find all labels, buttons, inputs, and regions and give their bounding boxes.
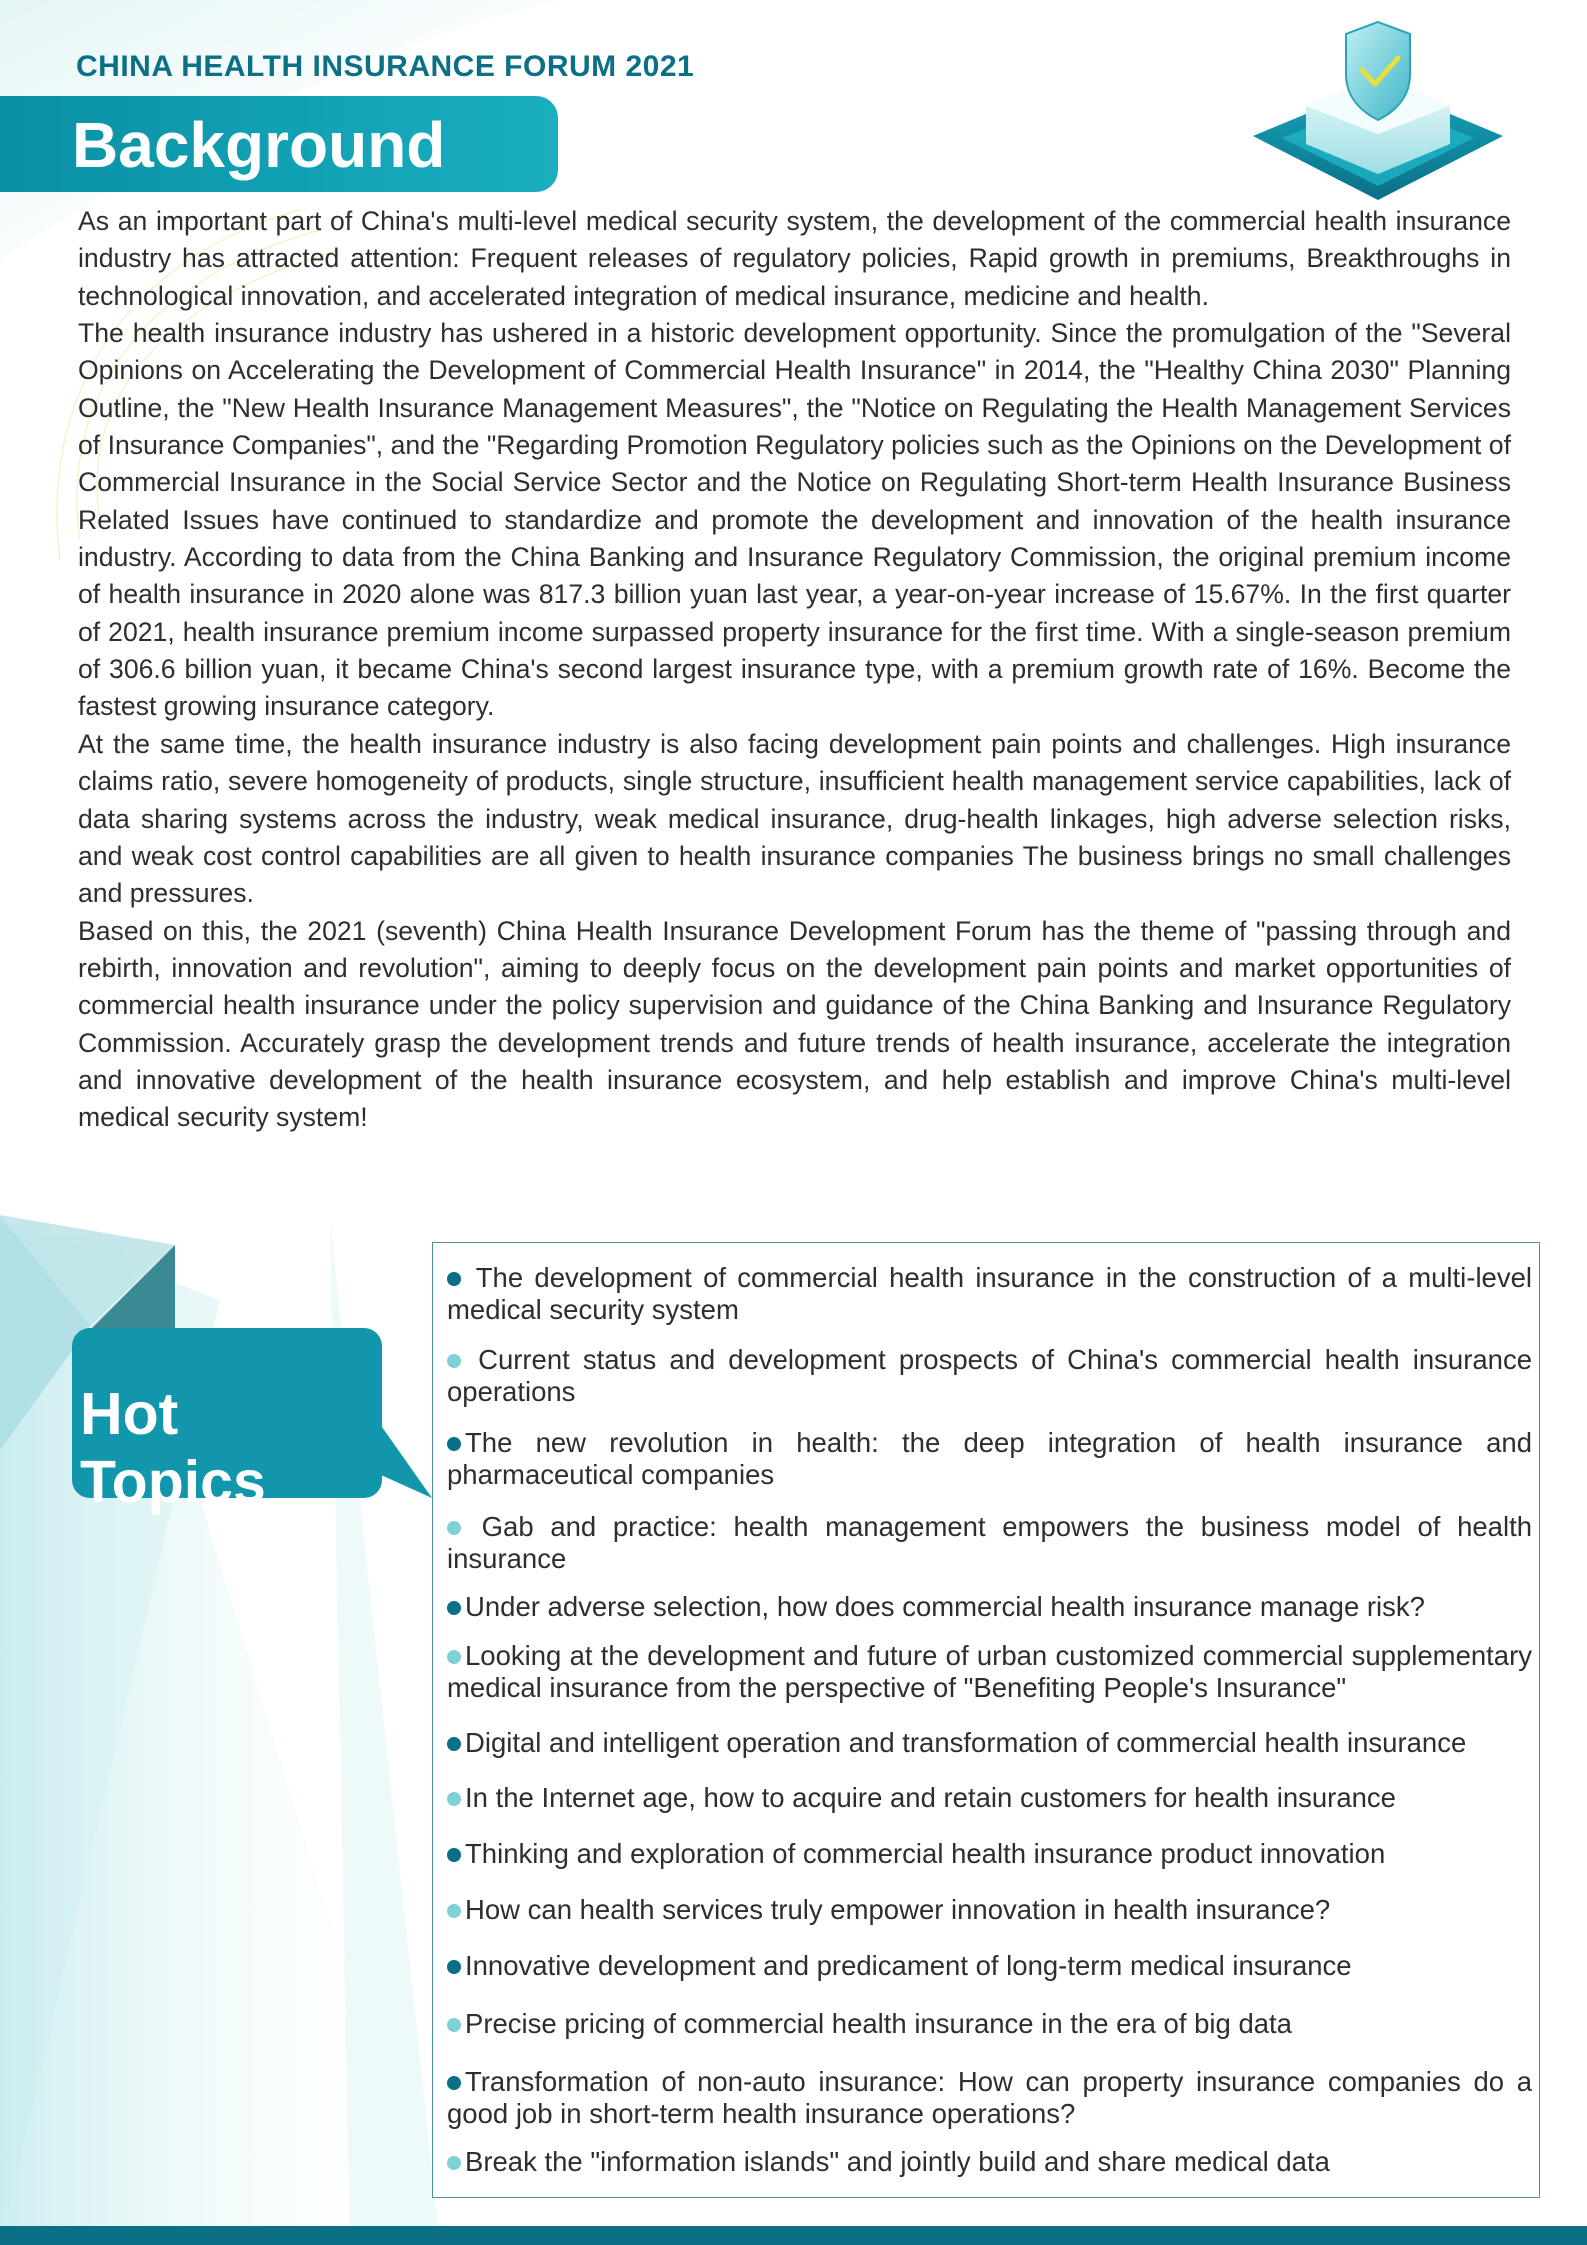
topic-text: The development of commercial health insurance in the construction of a multi-level medical security system xyxy=(447,1262,1532,1325)
topic-text: In the Internet age, how to acquire and retain customers for health insurance xyxy=(465,1782,1396,1813)
bullet-dot-icon xyxy=(447,2018,461,2032)
topic-text: Under adverse selection, how does commercial health insurance manage risk? xyxy=(465,1591,1425,1622)
bullet-dot-icon xyxy=(447,1792,461,1806)
topic-item xyxy=(447,1950,1532,1982)
bullet-dot-icon xyxy=(447,1601,461,1615)
bullet-dot-icon xyxy=(447,1650,461,1664)
bullet-dot-icon xyxy=(447,1904,461,1918)
topic-text: Break the "information islands" and jointly build and share medical data xyxy=(465,2146,1330,2177)
topic-item xyxy=(447,1838,1532,1870)
topic-text: The new revolution in health: the deep integration of health insurance and pharmaceutical companies xyxy=(447,1427,1532,1490)
shield-check-icon xyxy=(1238,14,1518,214)
bullet-dot-icon xyxy=(447,2156,461,2170)
topic-item xyxy=(447,1727,1532,1759)
bullet-dot-icon xyxy=(447,1848,461,1862)
topic-item xyxy=(447,2008,1532,2040)
topic-item xyxy=(447,1262,1532,1326)
section-title-background: Background xyxy=(72,109,446,181)
background-body xyxy=(78,203,1511,1137)
bullet-dot-icon xyxy=(447,1737,461,1751)
forum-title: CHINA HEALTH INSURANCE FORUM 2021 xyxy=(76,50,695,83)
topic-text: Innovative development and predicament of long-term medical insurance xyxy=(465,1950,1352,1981)
topic-item xyxy=(447,1427,1532,1491)
background-paragraph: At the same time, the health insurance industry is also facing development pain points and challenges. High insurance claims ratio, severe homogeneity of products, single structure, insufficient health management service capabilities, lack of data sharing systems across the industry, weak medical insurance, drug-health linkages, high adverse selection risks, and weak cost control capabilities are all given to health insurance companies The business brings no small challenges and pressures. xyxy=(78,728,1511,909)
background-paragraph: Based on this, the 2021 (seventh) China Health Insurance Development Forum has the theme of "passing through and rebirth, innovation and revolution", aiming to deeply focus on the development pain points and market opportunities of commercial health insurance under the policy supervision and guidance of the China Banking and Insurance Regulatory Commission. Accurately grasp the development trends and future trends of health insurance, accelerate the integration and innovative development of the health insurance ecosystem, and help establish and improve China's multi-level medical security system! xyxy=(78,915,1511,1133)
topic-item xyxy=(447,1344,1532,1408)
bullet-dot-icon xyxy=(447,1354,461,1368)
topic-text: Looking at the development and future of urban customized commercial supplementary medical insurance from the perspective of "Benefiting People's Insurance" xyxy=(447,1640,1532,1703)
topic-item xyxy=(447,1782,1532,1814)
bullet-dot-icon xyxy=(447,2076,461,2090)
topic-text: Thinking and exploration of commercial health insurance product innovation xyxy=(465,1838,1386,1869)
topic-text: Transformation of non-auto insurance: How can property insurance companies do a good job in short-term health insurance operations? xyxy=(447,2066,1532,2129)
hot-topics-title: Hot Topics xyxy=(80,1381,266,1515)
background-paragraph: The health insurance industry has ushered in a historic development opportunity. Since the promulgation of the "Several Opinions on Accelerating the Development of Commercial Health Insurance" in 2014, the "Healthy China 2030" Planning Outline, the "New Health Insurance Management Measures", the "Notice on Regulating the Health Management Services of Insurance Companies", and the "Regarding Promotion Regulatory policies such as the Opinions on the Development of Commercial Insurance in the Social Service Sector and the Notice on Regulating Short-term Health Insurance Business Related Issues have continued to standardize and promote the development and innovation of the health insurance industry. According to data from the China Banking and Insurance Regulatory Commission, the original premium income of health insurance in 2020 alone was 817.3 billion yuan last year, a year-on-year increase of 15.67%. In the first quarter of 2021, health insurance premium income surpassed property insurance for the first time. With a single-season premium of 306.6 billion yuan, it became China's second largest insurance type, with a premium growth rate of 16%. Become the fastest growing insurance category. xyxy=(78,318,1511,722)
topic-item xyxy=(447,1894,1532,1926)
footer-bar xyxy=(0,2226,1587,2245)
topic-item xyxy=(447,1511,1532,1575)
topic-item xyxy=(447,2146,1532,2178)
topic-item xyxy=(447,2066,1532,2130)
topic-item xyxy=(447,1591,1532,1623)
topic-text: Precise pricing of commercial health insurance in the era of big data xyxy=(465,2008,1292,2039)
bullet-dot-icon xyxy=(447,1272,461,1286)
background-paragraph: As an important part of China's multi-level medical security system, the development of the commercial health insurance industry has attracted attention: Frequent releases of regulatory policies, Rapid growth in premiums, Breakthroughs in technological innovation, and accelerated integration of medical insurance, medicine and health. xyxy=(78,206,1511,311)
bullet-dot-icon xyxy=(447,1521,461,1535)
topic-text: Gab and practice: health management empowers the business model of health insurance xyxy=(447,1511,1532,1574)
topic-item xyxy=(447,1640,1532,1704)
bullet-dot-icon xyxy=(447,1960,461,1974)
bullet-dot-icon xyxy=(447,1437,461,1451)
topic-text: Current status and development prospects of China's commercial health insurance operations xyxy=(447,1344,1532,1407)
topic-text: How can health services truly empower innovation in health insurance? xyxy=(465,1894,1331,1925)
topic-text: Digital and intelligent operation and transformation of commercial health insurance xyxy=(465,1727,1467,1758)
